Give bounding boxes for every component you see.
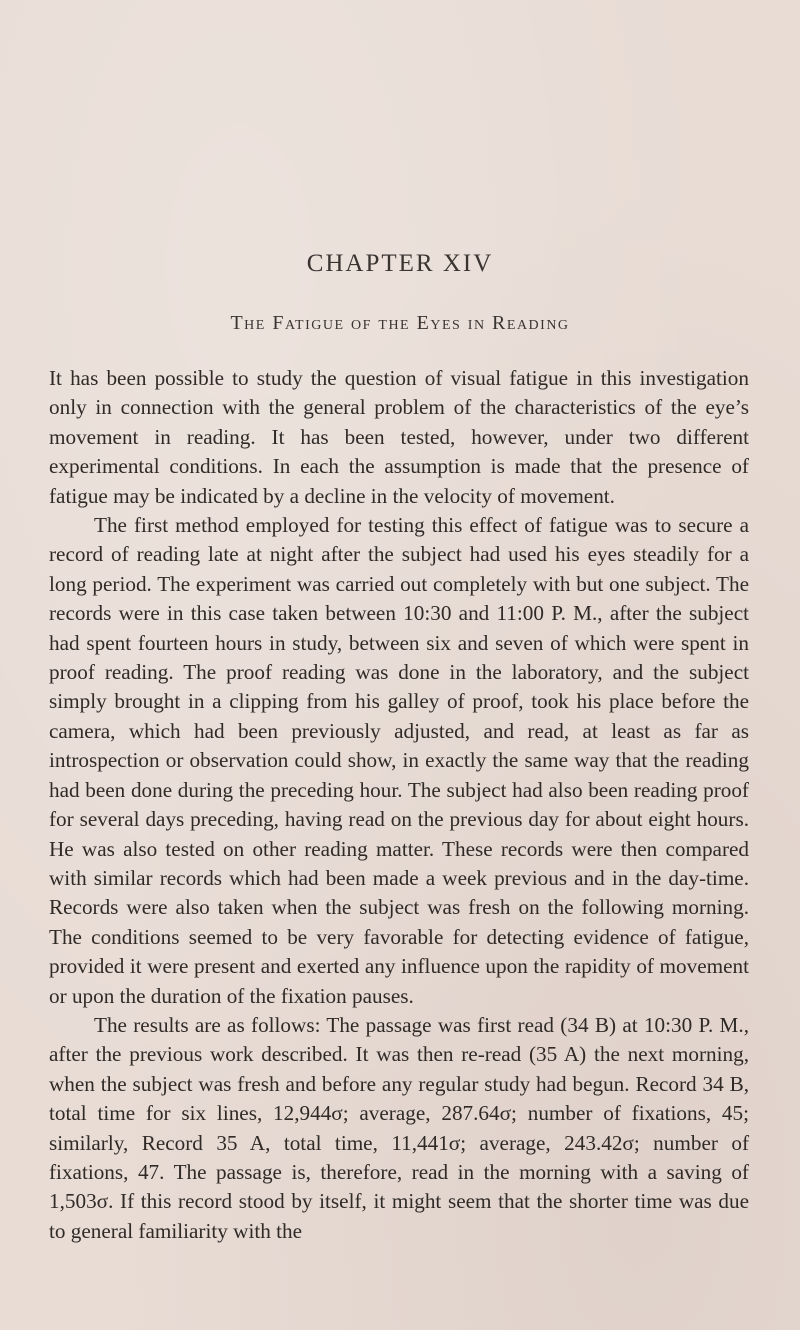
paragraph-3: The results are as follows: The passage was first read (34 B) at 10:30 P. M., after the previous work described. It was then re-read (35 A) the next morning, when the subject was fresh and before any regular study had begun. Record 34 B, total time for six lines, 12,944σ; average, 287.64σ; number of fixations, 45; similarly, Record 35 A, total time, 11,441σ; average, 243.42σ; number of fixations, 47. The passage is, therefore, read in the morning with a saving of 1,503σ. If this record stood by itself, it might seem that the shorter time was due to general familiarity with the: [49, 1012, 749, 1243]
body-text: [49, 364, 749, 1246]
paragraph-1: It has been possible to study the question of visual fatigue in this investigation only in connection with the general problem of the characteristics of the eye’s movement in reading. It has been tested, however, under two different experimental conditions. In each the assumption is made that the presence of fatigue may be indicated by a decline in the velocity of movement.: [49, 366, 749, 508]
paragraph-2: The first method employed for testing this effect of fatigue was to secure a record of reading late at night after the subject had used his eyes steadily for a long period. The experiment was carried out completely with but one subject. The records were in this case taken between 10:30 and 11:00 P. M., after the subject had spent fourteen hours in study, between six and seven of which were spent in proof reading. The proof reading was done in the laboratory, and the subject simply brought in a clipping from his galley of proof, took his place before the camera, which had been previously adjusted, and read, at least as far as introspection or observation could show, in exactly the same way that the reading had been done during the preceding hour. The subject had also been reading proof for several days preceding, having read on the previous day for about eight hours. He was also tested on other reading matter. These records were then compared with similar records which had been made a week previous and in the day-time. Records were also taken when the subject was fresh on the following morning. The conditions seemed to be very favorable for detecting evidence of fatigue, provided it were present and exerted any influence upon the rapidity of movement or upon the duration of the fixation pauses.: [49, 513, 749, 1008]
chapter-heading: CHAPTER XIV: [306, 250, 494, 277]
chapter-title: The Fatigue of the Eyes in Reading: [230, 312, 570, 334]
